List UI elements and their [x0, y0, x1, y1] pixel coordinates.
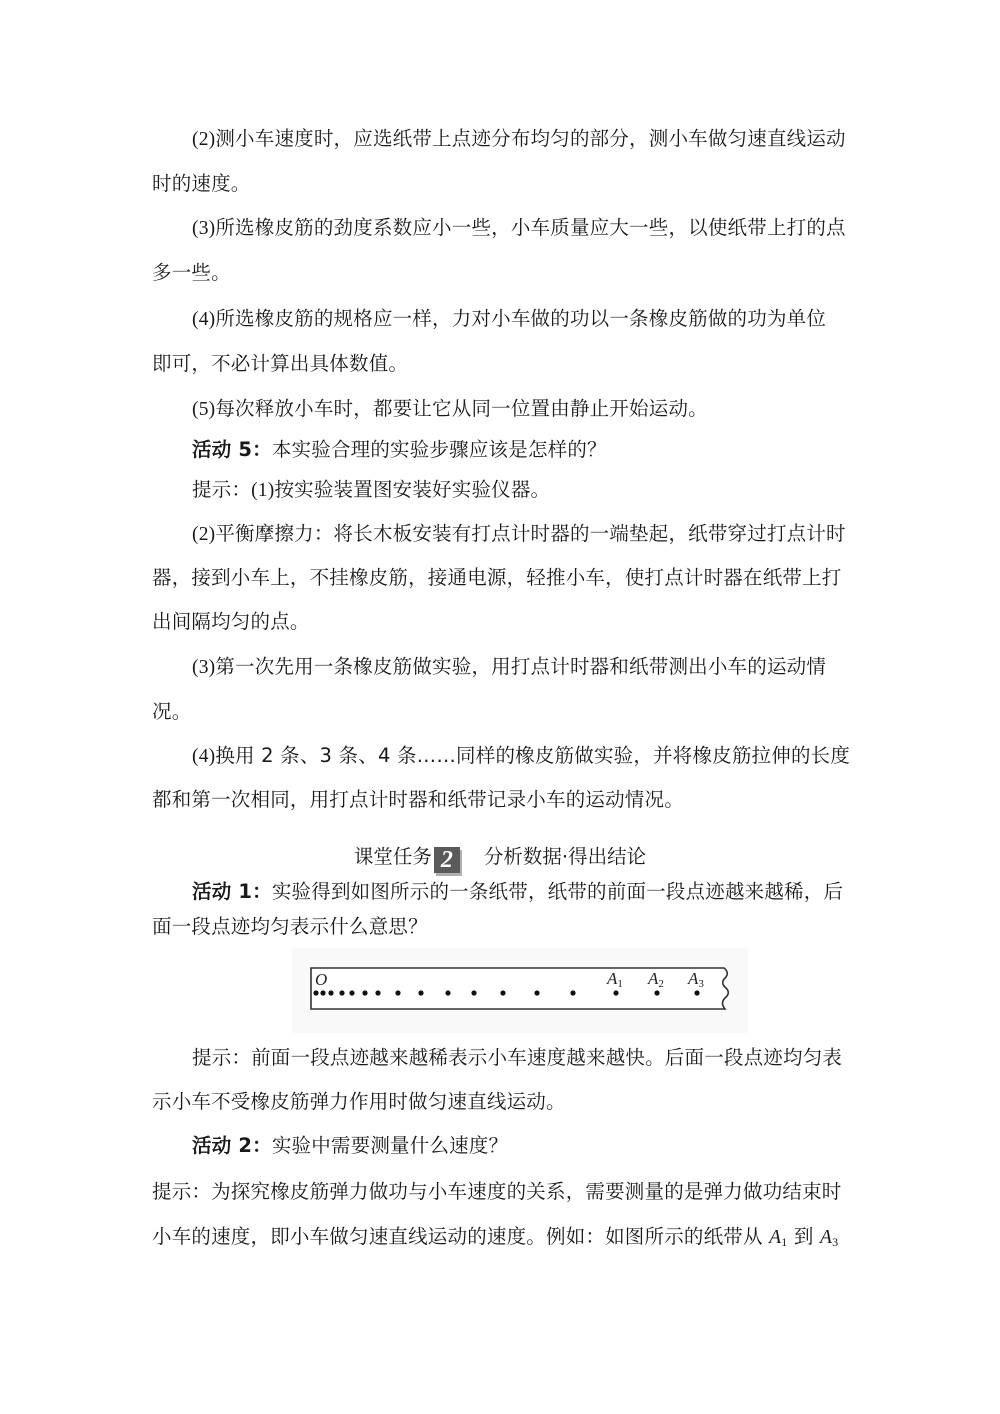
activity-label: 活动 2：	[192, 1134, 272, 1157]
note-3-line-2: 多一些。	[152, 261, 231, 284]
tape-dot	[654, 990, 659, 995]
activity-2-hint-line-2: 小车的速度，即小车做匀速直线运动的速度。例如：如图所示的纸带从 $A_1$ 到 $A_3$	[152, 1225, 839, 1249]
tape-dot	[313, 990, 318, 995]
step-2-line-2: 器，接到小车上，不挂橡皮筋，接通电源，轻推小车，使打点计时器在纸带上打	[152, 566, 842, 589]
step-3-line-2: 况。	[152, 700, 192, 723]
activity-5-hint-step-1: 提示：(1)按实验装置图安装好实验仪器。	[192, 478, 551, 501]
activity-1-question-line-2: 面一段点迹均匀表示什么意思？	[152, 915, 428, 938]
tape-dot	[471, 990, 476, 995]
note-2-line-2: 时的速度。	[152, 172, 251, 195]
origin-label: O	[315, 970, 328, 989]
point-label: A3	[688, 969, 704, 990]
note-3-line-1: (3)所选橡皮筋的劲度系数应小一些，小车质量应大一些，以使纸带上打的点	[192, 216, 846, 239]
tape-dot	[694, 990, 699, 995]
tape-dot	[570, 990, 575, 995]
note-4-line-1: (4)所选橡皮筋的规格应一样，力对小车做的功以一条橡皮筋做的功为单位	[192, 307, 827, 330]
point-label: A2	[648, 969, 664, 990]
note-2-line-1: (2)测小车速度时，应选纸带上点迹分布均匀的部分，测小车做匀速直线运动	[192, 127, 846, 150]
tape-dot	[375, 990, 380, 995]
paper-tape-figure	[292, 948, 748, 1033]
tape-outline	[311, 968, 728, 1009]
tape-dot	[339, 990, 344, 995]
step-3-line-1: (3)第一次先用一条橡皮筋做实验，用打点计时器和纸带测出小车的运动情	[192, 655, 827, 678]
activity-1-hint-line-2: 示小车不受橡皮筋弹力作用时做匀速直线运动。	[152, 1090, 566, 1113]
activity-2-question: 活动 2：实验中需要测量什么速度？	[192, 1134, 509, 1157]
activity-5-question: 活动 5：本实验合理的实验步骤应该是怎样的？	[192, 438, 607, 461]
tape-dot	[395, 990, 400, 995]
tape-dot	[362, 990, 367, 995]
section-title: 课堂任务 2 分析数据·得出结论	[353, 845, 647, 873]
tape-dot	[349, 990, 354, 995]
tape-dot	[534, 990, 539, 995]
tape-dot	[320, 990, 325, 995]
step-4-line-1: (4)换用 2 条、3 条、4 条……同样的橡皮筋做实验，并将橡皮筋拉伸的长度	[192, 744, 851, 767]
step-4-line-2: 都和第一次相同，用打点计时器和纸带记录小车的运动情况。	[152, 788, 684, 811]
tape-dot	[445, 990, 450, 995]
activity-1-hint-line-1: 提示：前面一段点迹越来越稀表示小车速度越来越快。后面一段点迹均匀表	[192, 1046, 843, 1069]
paper-tape-diagram	[292, 948, 748, 1033]
note-5-line-1: (5)每次释放小车时，都要让它从同一位置由静止开始运动。	[192, 397, 708, 420]
hint-label: 提示：	[192, 478, 252, 501]
hint-label: 提示：	[152, 1180, 212, 1203]
point-label: A1	[607, 969, 623, 990]
tape-dot	[613, 990, 618, 995]
hint-label: 提示：	[192, 1046, 252, 1069]
step-2-line-1: (2)平衡摩擦力：将长木板安装有打点计时器的一端垫起，纸带穿过打点计时	[192, 522, 846, 545]
step-2-line-3: 出间隔均匀的点。	[152, 610, 310, 633]
activity-label: 活动 1：	[192, 880, 272, 903]
activity-label: 活动 5：	[192, 438, 272, 461]
activity-1-question-line-1: 活动 1：实验得到如图所示的一条纸带，纸带的前面一段点迹越来越稀，后	[192, 880, 844, 903]
activity-2-hint-line-1: 提示：为探究橡皮筋弹力做功与小车速度的关系，需要测量的是弹力做功结束时	[152, 1180, 842, 1203]
tape-dot	[500, 990, 505, 995]
note-4-line-2: 即可，不必计算出具体数值。	[152, 352, 409, 375]
task-number-badge: 2	[434, 847, 460, 873]
tape-dot	[328, 990, 333, 995]
tape-dot	[418, 990, 423, 995]
